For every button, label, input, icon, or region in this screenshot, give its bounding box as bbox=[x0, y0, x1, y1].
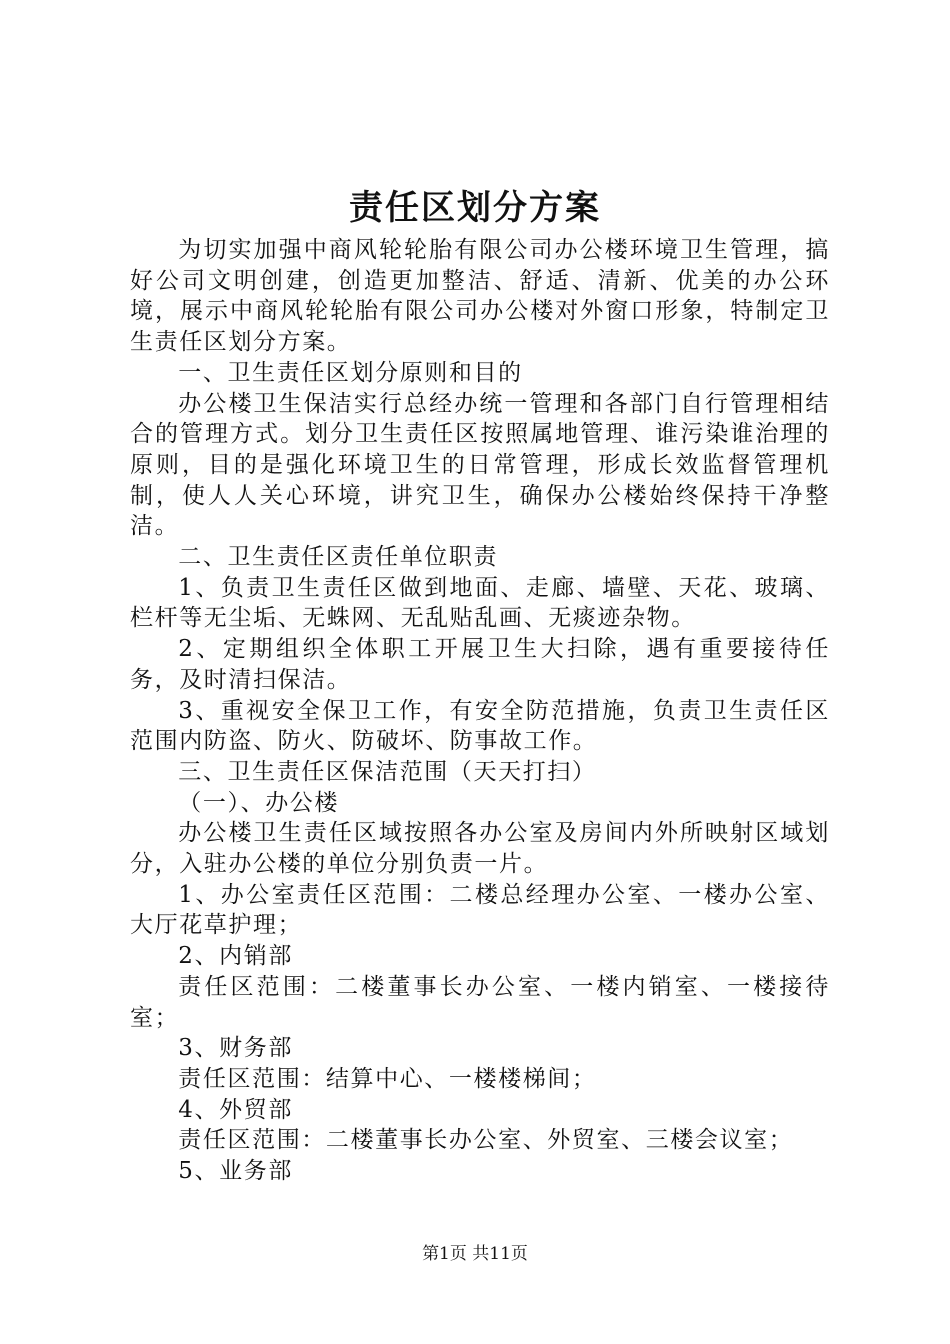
heading-section-3: 三、卫生责任区保洁范围（天天打扫） bbox=[178, 758, 597, 785]
scope-detail-finance: 责任区范围：结算中心、一楼楼梯间； bbox=[178, 1065, 597, 1092]
heading-section-2: 二、卫生责任区责任单位职责 bbox=[178, 544, 499, 571]
scope-detail-domestic-sales: 责任区范围：二楼董事长办公室、一楼内销室、一楼接待室； bbox=[130, 973, 830, 1031]
document-body bbox=[130, 235, 830, 1187]
scope-item-domestic-sales: 2、内销部 bbox=[178, 943, 293, 970]
document-title: 责任区划分方案 bbox=[349, 188, 601, 228]
duty-item-3: 3、重视安全保卫工作，有安全防范措施，负责卫生责任区范围内防盗、防火、防破坏、防事故工作。 bbox=[130, 697, 830, 755]
paragraph-office-division: 办公楼卫生责任区域按照各办公室及房间内外所映射区域划分，入驻办公楼的单位分别负责一片。 bbox=[130, 820, 830, 878]
scope-item-foreign-trade: 4、外贸部 bbox=[178, 1096, 293, 1123]
page-number-footer: 第1页 共11页 bbox=[422, 1244, 528, 1264]
scope-item-finance: 3、财务部 bbox=[178, 1035, 293, 1062]
subheading-office-building: （一）、办公楼 bbox=[178, 789, 339, 816]
scope-item-business: 5、业务部 bbox=[178, 1158, 293, 1185]
scope-item-office: 1、办公室责任区范围：二楼总经理办公室、一楼办公室、大厅花草护理； bbox=[130, 881, 830, 939]
duty-item-1: 1、负责卫生责任区做到地面、走廊、墙壁、天花、玻璃、栏杆等无尘垢、无蛛网、无乱贴乱画、无痰迹杂物。 bbox=[130, 574, 830, 632]
scope-detail-foreign-trade: 责任区范围：二楼董事长办公室、外贸室、三楼会议室； bbox=[178, 1127, 794, 1154]
duty-item-2: 2、定期组织全体职工开展卫生大扫除，遇有重要接待任务，及时清扫保洁。 bbox=[130, 636, 830, 693]
paragraph-principles: 办公楼卫生保洁实行总经办统一管理和各部门自行管理相结合的管理方式。划分卫生责任区按照属地管理、谁污染谁治理的原则，目的是强化环境卫生的日常管理，形成长效监督管理机制，使人人关心环境，讲究卫生，确保办公楼始终保持干净整洁。 bbox=[130, 390, 830, 540]
heading-section-1: 一、卫生责任区划分原则和目的 bbox=[178, 359, 523, 386]
paragraph-intro: 为切实加强中商风轮轮胎有限公司办公楼环境卫生管理，搞好公司文明创建，创造更加整洁、舒适、清新、优美的办公环境，展示中商风轮轮胎有限公司办公楼对外窗口形象，特制定卫生责任区划分方案。 bbox=[130, 237, 830, 356]
